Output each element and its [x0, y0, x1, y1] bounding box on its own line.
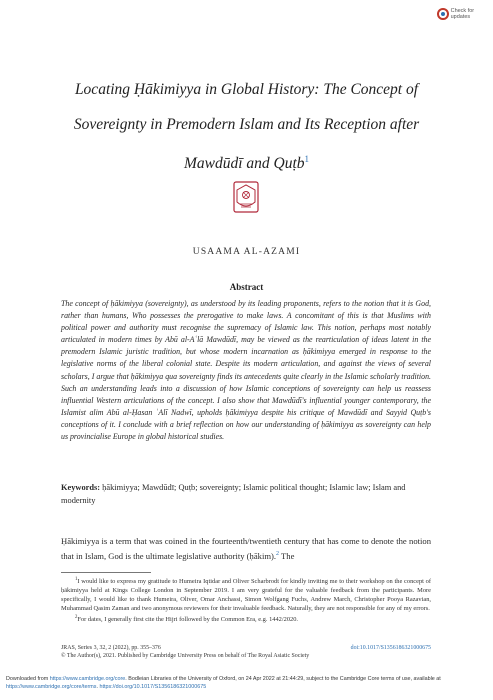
- article-title: [40, 72, 453, 181]
- society-seal-icon: [231, 180, 261, 214]
- footnote-number: 2: [75, 614, 78, 620]
- cambridge-core-link[interactable]: https://www.cambridge.org/core: [49, 676, 126, 682]
- keywords: [61, 482, 431, 507]
- intro-footnote-marker[interactable]: 2: [276, 550, 280, 557]
- abstract-heading: Abstract: [229, 282, 264, 292]
- download-notice: [6, 676, 488, 691]
- journal-citation: JRAS, Series 3, 32, 2 (2022), pp. 355–376: [61, 645, 161, 651]
- footnote-text: For dates, I generally first cite the Hijri followed by the Common Era, e.g. 1442/2020.: [77, 615, 299, 623]
- journal-meta: [61, 644, 431, 660]
- footnote-number: 1: [75, 577, 78, 582]
- footnote-text: I would like to express my gratitude to Humeira Iqtidar and Oliver Scharbrodt for kindly inviting me to their workshop on the concept of ḥākimiyya held at Kings College London in September 2019. I am very grateful for the valuable feedback from the participants. More specifically, I would like to thank Humeira, Oliver, Omar Anchassi, Simon Wolfgang Fuchs, Andrew March, Christopher Pooya Razavian, Muhammad Qasim Zaman and two anonymous reviewers for their invaluable feedback. Naturally, they are not responsible for any of my errors.: [61, 578, 431, 612]
- journal-citation-row: [61, 644, 431, 652]
- footnote-item: [61, 614, 431, 625]
- download-sep: .: [96, 683, 100, 690]
- crossmark-label: Check for updates: [450, 8, 475, 20]
- download-middle: . Bodleian Libraries of the University of Oxford, on 24 Apr 2022 at 21:44:29, subject to the Cambridge Core terms of use, available at: [125, 676, 441, 682]
- intro-text: Ḥākimiyya is a term that was coined in the fourteenth/twentieth century that has come to denote the notion that in Islam, God is the ultimate legislative authority (ḥākim).: [61, 536, 431, 561]
- doi-url-link[interactable]: https://doi.org/10.1017/S1356186321000675: [99, 683, 207, 690]
- keywords-label: Keywords:: [61, 483, 101, 492]
- keywords-text: ḥākimiyya; Mawdūdī; Quṭb; sovereignty; Islamic political thought; Islamic law; Islam and modernity: [61, 483, 406, 505]
- crossmark-badge[interactable]: [437, 8, 493, 20]
- terms-link[interactable]: https://www.cambridge.org/core/terms: [6, 683, 97, 690]
- doi-link[interactable]: doi:10.1017/S1356186321000675: [350, 645, 431, 651]
- footnotes: [61, 576, 431, 625]
- download-prefix: Downloaded from: [6, 676, 50, 682]
- author-name: USAAMA AL-AZAMI: [192, 247, 301, 257]
- footnote-divider: [61, 572, 151, 573]
- crossmark-icon: [437, 8, 449, 20]
- intro-text-continued: The: [279, 550, 295, 561]
- abstract-body: The concept of ḥākimiyya (sovereignty), as understood by its leading proponents, refers to the notion that it is God, rather than humans, Who possesses the prerogative to make laws. A concomitant of this is that Muslims with political power and authority must recognise the supremacy of Islamic law. This notion, perhaps most notably articulated in modern times by Abū al-Aʿlā Mawdūdī, may be viewed as the rearticulation of ideas latent in the premodern Islamic juristic tradition, but whose modern incarnation as ḥākimiyya emerged in response to the legislative norms of the liberal colonial state. Despite its modern articulation, and against the views of several scholars, I argue that ḥākimiyya qua sovereignty finds its antecedents quite clearly in the Islamic scholarly tradition. Such an understanding leads into a discussion of how Islamic conceptions of sovereignty can help us reassess influential Western articulations of the concept. I also show that Mawdūdī's influential younger contemporary, the Islamist alim Abū al-Ḥasan ʿAlī Nadwī, upholds ḥākimiyya despite his critique of Mawdūdī and Sayyid Quṭb's conceptions of it. I conclude with a brief reflection on how our understanding of ḥākimiyya as sovereignty can help us provincialise Europe in global historical studies.: [61, 299, 431, 442]
- intro-paragraph: [61, 535, 431, 562]
- title-line-2: Sovereignty in Premodern Islam and Its Reception after: [73, 116, 420, 133]
- title-footnote-marker[interactable]: 1: [304, 154, 310, 164]
- title-line-3-text: Mawdūdī and Quṭb: [183, 155, 305, 173]
- footnote-item: [61, 576, 431, 614]
- title-line-1: Locating Ḥākimiyya in Global History: The Concept of: [74, 81, 419, 98]
- copyright-line: © The Author(s), 2021. Published by Cambridge University Press on behalf of The Royal Asiatic Society: [61, 653, 310, 660]
- title-line-3: [40, 142, 453, 181]
